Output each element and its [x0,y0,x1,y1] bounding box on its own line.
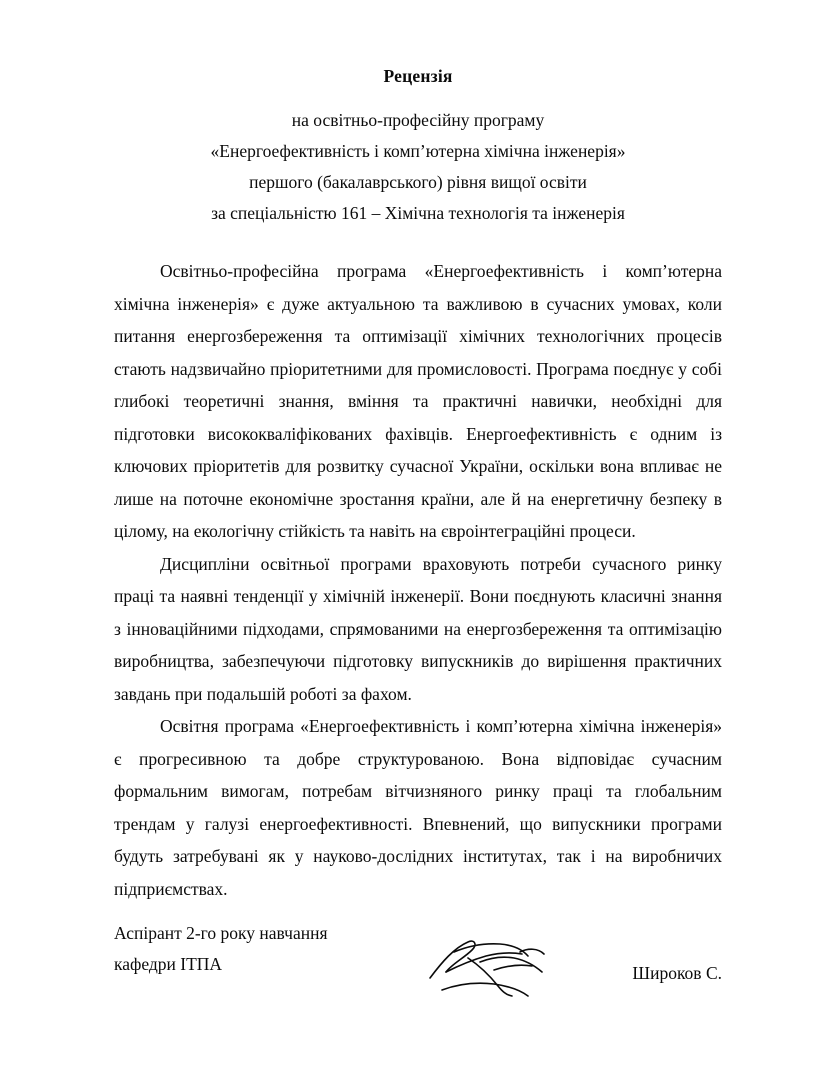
signer-name: Широков С. [632,963,722,983]
body-paragraph: Освітньо-професійна програма «Енергоефективність і комп’ютерна хімічна інженерія» є дуже актуальною та важливою в сучасних умовах, коли питання енергозбереження та оптимізації хімічних технологічних процесів стають надзвичайно пріоритетними для промисловості. Програма поєднує у собі глибокі теоретичні знання, вміння та практичні навички, необхідні для підготовки висококваліфікованих фахівців. Енергоефективність є одним із ключових пріоритетів для розвитку сучасної України, оскільки вона впливає не лише на поточне економічне зростання країни, але й на енергетичну безпеку в цілому, на екологічну стійкість та навіть на євроінтеграційні процеси. [114,261,722,541]
signer-position-line-2: кафедри ІТПА [114,954,223,974]
document-body [114,66,722,905]
body-paragraph: Дисципліни освітньої програми враховують потреби сучасного ринку праці та наявні тенденції у хімічній інженерії. Вони поєднують класичні знання з інноваційними підходами, спрямованими на енергозбереження та оптимізацію виробництва, забезпечуючи підготовку випускників до вирішення практичних завдань при подальшій роботі за фахом. [114,553,722,704]
signer-position [114,918,444,980]
subtitle-line: «Енергоефективність і комп’ютерна хімічна інженерія» [210,141,626,161]
document-subtitle [114,105,722,229]
page-title: Рецензія [383,66,453,86]
subtitle-line: першого (бакалаврського) рівня вищої освіти [249,172,587,192]
body-paragraph: Освітня програма «Енергоефективність і комп’ютерна хімічна інженерія» є прогресивною та добре структурованою. Вона відповідає сучасним формальним вимогам, потребам вітчизняного ринку праці та глобальним трендам у галузі енергоефективності. Впевнений, що випускники програми будуть затребувані як у науково-дослідних інститутах, так і на виробничих підприємствах. [114,716,722,899]
signer-position-line-1: Аспірант 2-го року навчання [114,923,328,943]
subtitle-line: за спеціальністю 161 – Хімічна технологія та інженерія [211,203,625,223]
subtitle-line: на освітньо-професійну програму [291,110,545,130]
